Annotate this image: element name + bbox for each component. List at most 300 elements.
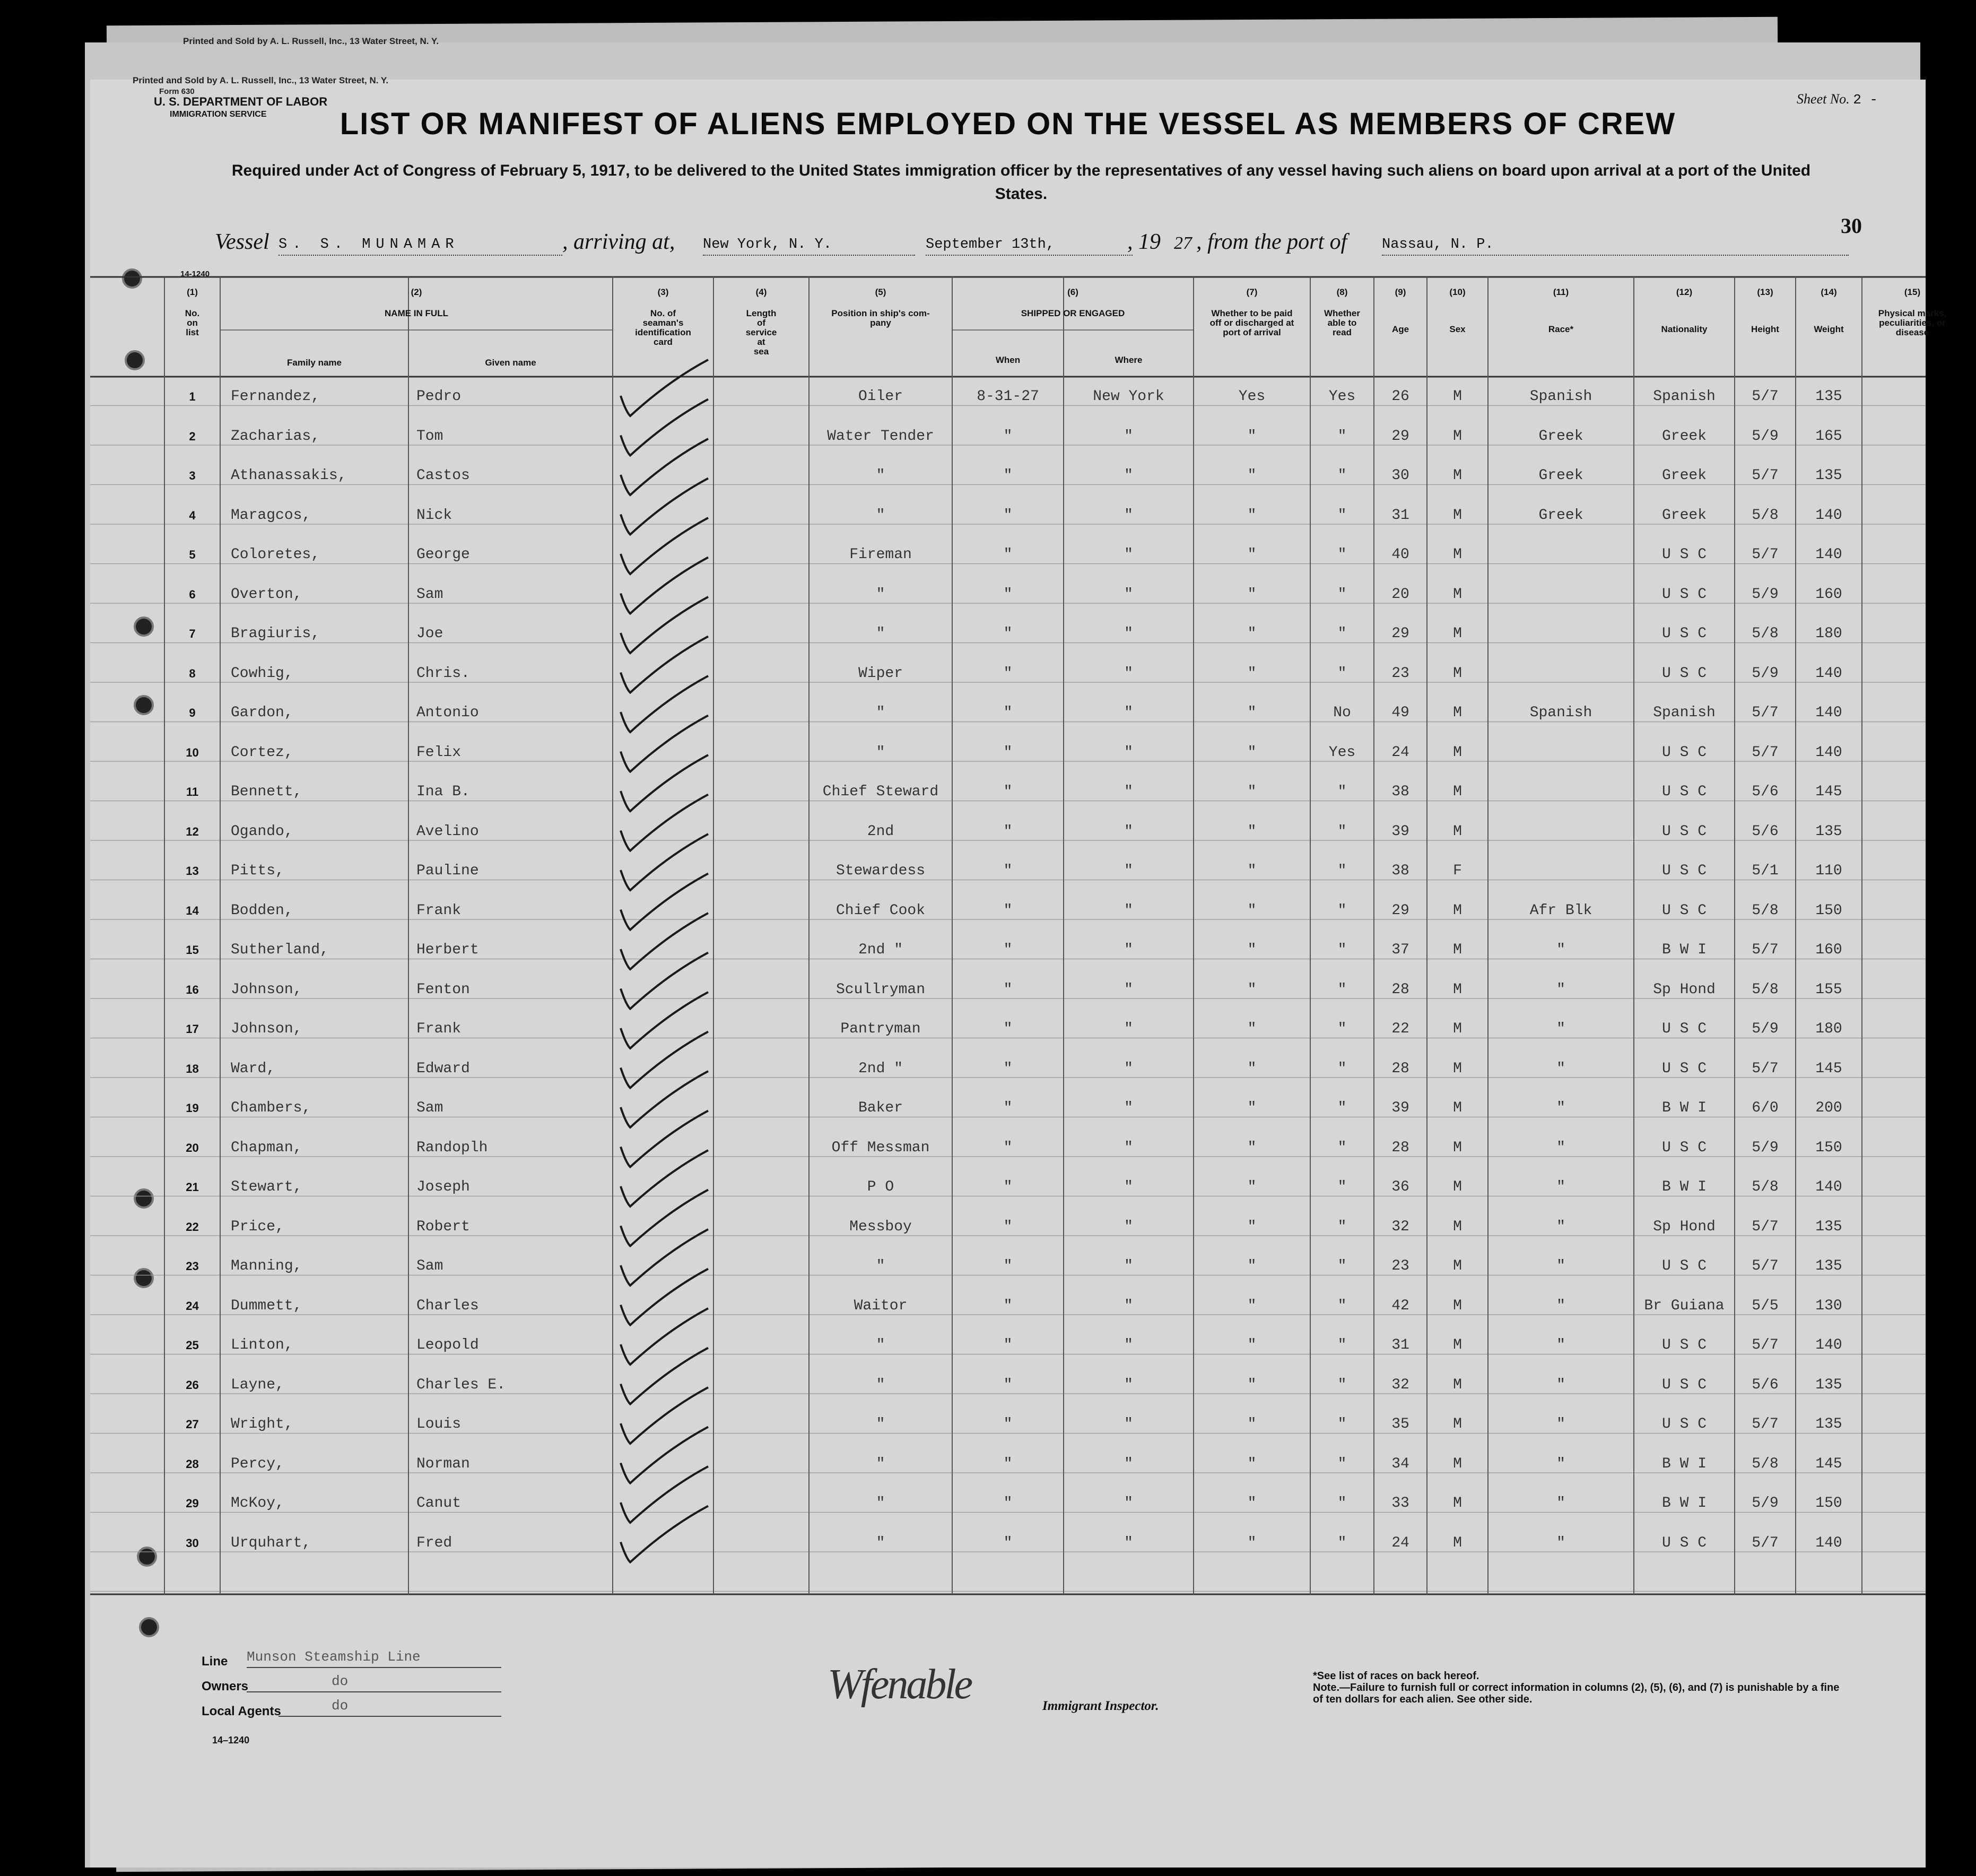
weight: 140	[1815, 1534, 1842, 1551]
header-id-card: No. of seaman's identification card	[635, 308, 691, 347]
header-able-to-read: Whether able to read	[1324, 308, 1360, 337]
shipped-where: "	[1124, 1455, 1133, 1472]
paid-off: "	[1247, 863, 1257, 879]
age: 38	[1391, 784, 1409, 800]
vessel-value: S. S. MUNAMAR	[278, 237, 562, 256]
race: "	[1556, 1218, 1565, 1235]
shipped-when: 8-31-27	[977, 388, 1039, 405]
given-name: Joseph	[416, 1179, 470, 1195]
sex: M	[1453, 744, 1462, 761]
age: 42	[1391, 1297, 1409, 1314]
height: 5/7	[1752, 546, 1779, 563]
paid-off: Yes	[1238, 388, 1266, 405]
given-name: Avelino	[416, 823, 479, 840]
date-value: September 13th,	[926, 237, 1133, 256]
sex: M	[1453, 1218, 1462, 1235]
position: Off Messman	[831, 1139, 930, 1156]
sex: M	[1453, 1416, 1462, 1432]
given-name: Frank	[416, 1021, 462, 1037]
weight: 135	[1815, 388, 1842, 405]
height: 5/8	[1752, 1179, 1779, 1195]
age: 36	[1391, 1179, 1409, 1195]
paid-off: "	[1247, 1021, 1257, 1037]
header-physical-marks: Physical marks, peculiarities, or disease	[1878, 308, 1947, 337]
able-to-read: "	[1337, 1455, 1347, 1472]
race	[1488, 584, 1634, 605]
age: 49	[1391, 705, 1409, 721]
sex: M	[1453, 665, 1462, 682]
race: "	[1556, 1060, 1565, 1077]
penalty-note: Note.—Failure to furnish full or correct information in columns (2), (5), (6), and (7) is punishable by a fine of ten dollars for each alien. See other side.	[1313, 1682, 1840, 1705]
height: 5/7	[1752, 1534, 1779, 1551]
given-name: George	[416, 546, 470, 563]
paid-off: "	[1247, 1100, 1257, 1116]
position: Stewardess	[835, 863, 926, 879]
form-number: Form 630	[159, 87, 195, 96]
weight: 180	[1815, 1021, 1842, 1037]
manifest-page	[90, 75, 1947, 1868]
list-number: 16	[186, 983, 199, 996]
able-to-read: "	[1337, 586, 1347, 603]
race: "	[1556, 1534, 1565, 1551]
able-to-read: Yes	[1328, 744, 1356, 761]
able-to-read: No	[1333, 705, 1351, 721]
position: "	[876, 744, 885, 761]
nationality: U S C	[1661, 665, 1707, 682]
weight: 165	[1815, 428, 1842, 445]
page-number: 30	[1841, 214, 1862, 238]
height: 5/6	[1752, 1376, 1779, 1393]
family-name: Urquhart,	[231, 1534, 311, 1551]
line-label: Line	[202, 1654, 228, 1669]
shipped-where: "	[1124, 784, 1133, 800]
paid-off: "	[1247, 981, 1257, 998]
nationality: U S C	[1661, 823, 1707, 840]
nationality: U S C	[1661, 863, 1707, 879]
age: 24	[1391, 744, 1409, 761]
page-title: LIST OR MANIFEST OF ALIENS EMPLOYED ON THE VESSEL AS MEMBERS OF CREW	[340, 107, 1676, 141]
age: 33	[1391, 1495, 1409, 1512]
list-number: 20	[186, 1141, 199, 1154]
sex: M	[1453, 1100, 1462, 1116]
list-number: 3	[189, 469, 196, 482]
sex: M	[1453, 1021, 1462, 1037]
given-name: Frank	[416, 902, 462, 919]
weight: 140	[1815, 1337, 1842, 1353]
header-race: Race*	[1548, 324, 1574, 334]
family-name: Manning,	[231, 1258, 302, 1274]
weight: 110	[1815, 863, 1842, 879]
shipped-when: "	[1003, 784, 1013, 800]
given-name: Randoplh	[416, 1139, 488, 1156]
sex: M	[1453, 705, 1462, 721]
position: "	[876, 586, 885, 603]
header-where: Where	[1115, 355, 1143, 365]
shipped-when: "	[1003, 902, 1013, 919]
position: Scullryman	[835, 981, 926, 998]
nationality: B W I	[1661, 1179, 1707, 1195]
given-name: Joe	[416, 626, 443, 642]
paid-off: "	[1247, 942, 1257, 958]
weight: 150	[1815, 1139, 1842, 1156]
sex: M	[1453, 546, 1462, 563]
height: 5/7	[1752, 1060, 1779, 1077]
position: Chief Cook	[835, 902, 926, 919]
sex: M	[1453, 626, 1462, 642]
height: 5/1	[1752, 863, 1779, 879]
age: 20	[1391, 586, 1409, 603]
nationality: B W I	[1661, 942, 1707, 958]
nationality: U S C	[1661, 1534, 1707, 1551]
shipped-when: "	[1003, 1218, 1013, 1235]
sex: M	[1453, 902, 1462, 919]
race: "	[1556, 1100, 1565, 1116]
shipped-when: "	[1003, 1139, 1013, 1156]
from-value: Nassau, N. P.	[1382, 237, 1849, 256]
shipped-when: "	[1003, 428, 1013, 445]
list-number: 26	[186, 1378, 199, 1392]
paid-off: "	[1247, 1139, 1257, 1156]
shipped-when: "	[1003, 1021, 1013, 1037]
header-shipped-engaged: SHIPPED OR ENGAGED	[1021, 308, 1125, 318]
age: 28	[1391, 981, 1409, 998]
given-name: Louis	[416, 1416, 462, 1432]
header-paid-off-number: (7)	[1246, 287, 1258, 297]
shipped-when: "	[1003, 546, 1013, 563]
race	[1488, 623, 1634, 645]
paid-off: "	[1247, 1218, 1257, 1235]
given-name: Ina B.	[416, 784, 470, 800]
age: 31	[1391, 1337, 1409, 1353]
shipped-where: "	[1124, 981, 1133, 998]
sex: M	[1453, 823, 1462, 840]
shipped-when: "	[1003, 1416, 1013, 1432]
shipped-when: "	[1003, 705, 1013, 721]
height: 5/8	[1752, 507, 1779, 524]
paid-off: "	[1247, 586, 1257, 603]
paid-off: "	[1247, 1495, 1257, 1512]
header-race-number: (11)	[1553, 287, 1569, 297]
shipped-when: "	[1003, 1179, 1013, 1195]
age: 23	[1391, 1258, 1409, 1274]
race	[1488, 663, 1634, 684]
paid-off: "	[1247, 1534, 1257, 1551]
line-value: Munson Steamship Line	[247, 1649, 501, 1668]
header-paid-off: Whether to be paid off or discharged at port of arrival	[1209, 308, 1294, 337]
given-name: Sam	[416, 1258, 443, 1274]
weight: 180	[1815, 626, 1842, 642]
age: 31	[1391, 507, 1409, 524]
sex: M	[1453, 1179, 1462, 1195]
weight: 150	[1815, 1495, 1842, 1512]
header-sex-number: (10)	[1449, 287, 1466, 297]
page-subtitle: Required under Act of Congress of February 5, 1917, to be delivered to the United States immigration officer by the representatives of any vessel having such aliens on board upon arrival at a port of the United States.	[231, 162, 1811, 203]
able-to-read: "	[1337, 546, 1347, 563]
height: 5/7	[1752, 1416, 1779, 1432]
shipped-when: "	[1003, 1495, 1013, 1512]
given-name: Sam	[416, 586, 443, 603]
height: 5/9	[1752, 1139, 1779, 1156]
height: 5/7	[1752, 1258, 1779, 1274]
race	[1488, 821, 1634, 843]
position: Chief Steward	[822, 784, 939, 800]
list-number: 13	[186, 864, 199, 878]
race: "	[1556, 1376, 1565, 1393]
sex: M	[1453, 1258, 1462, 1274]
nationality: Greek	[1661, 507, 1707, 524]
family-name: McKoy,	[231, 1495, 284, 1512]
shipped-when: "	[1003, 467, 1013, 484]
list-number: 22	[186, 1220, 199, 1234]
header-height: Height	[1751, 324, 1779, 334]
shipped-where: "	[1124, 902, 1133, 919]
race: Greek	[1538, 507, 1583, 524]
age: 39	[1391, 823, 1409, 840]
race: "	[1556, 1495, 1565, 1512]
race: "	[1556, 1416, 1565, 1432]
sex: M	[1453, 586, 1462, 603]
service-name: IMMIGRATION SERVICE	[170, 110, 267, 119]
list-number: 5	[189, 548, 196, 561]
race	[1488, 781, 1634, 803]
shipped-where: "	[1124, 1060, 1133, 1077]
shipped-where: "	[1124, 1021, 1133, 1037]
family-name: Linton,	[231, 1337, 293, 1353]
shipped-where: "	[1124, 1337, 1133, 1353]
inspector-label: Immigrant Inspector.	[1042, 1699, 1159, 1713]
height: 5/7	[1752, 467, 1779, 484]
shipped-when: "	[1003, 1455, 1013, 1472]
shipped-where: "	[1124, 507, 1133, 524]
age: 39	[1391, 1100, 1409, 1116]
height: 5/9	[1752, 428, 1779, 445]
shipped-where: "	[1124, 942, 1133, 958]
height: 5/9	[1752, 665, 1779, 682]
shipped-when: "	[1003, 863, 1013, 879]
shipped-where: "	[1124, 1416, 1133, 1432]
shipped-where: "	[1124, 428, 1133, 445]
height: 5/6	[1752, 784, 1779, 800]
race: Spanish	[1529, 388, 1592, 405]
list-number: 18	[186, 1062, 199, 1075]
age: 28	[1391, 1060, 1409, 1077]
able-to-read: "	[1337, 1495, 1347, 1512]
paid-off: "	[1247, 546, 1257, 563]
race: "	[1556, 1455, 1565, 1472]
race: "	[1556, 1297, 1565, 1314]
sex: M	[1453, 1495, 1462, 1512]
race	[1488, 861, 1634, 882]
family-name: Ward,	[231, 1060, 276, 1077]
shipped-where: "	[1124, 1376, 1133, 1393]
list-number: 12	[186, 824, 199, 838]
race: "	[1556, 942, 1565, 958]
shipped-when: "	[1003, 1337, 1013, 1353]
position: Waitor	[854, 1297, 908, 1314]
weight: 135	[1815, 1376, 1842, 1393]
position: 2nd	[867, 823, 894, 840]
nationality: B W I	[1661, 1100, 1707, 1116]
weight: 135	[1815, 1416, 1842, 1432]
shipped-where: New York	[1093, 388, 1164, 405]
family-name: Stewart,	[231, 1179, 302, 1195]
able-to-read: "	[1337, 1179, 1347, 1195]
position: P O	[867, 1179, 894, 1195]
owners-label: Owners	[202, 1679, 249, 1693]
list-number: 23	[186, 1260, 199, 1273]
able-to-read: "	[1337, 626, 1347, 642]
given-name: Robert	[416, 1218, 470, 1235]
header-nationality: Nationality	[1661, 324, 1708, 334]
given-name: Charles E.	[416, 1376, 506, 1393]
weight: 160	[1815, 942, 1842, 958]
height: 5/8	[1752, 902, 1779, 919]
weight: 160	[1815, 586, 1842, 603]
able-to-read: "	[1337, 1337, 1347, 1353]
able-to-read: "	[1337, 1100, 1347, 1116]
shipped-where: "	[1124, 626, 1133, 642]
height: 5/7	[1752, 1218, 1779, 1235]
printer-imprint: Printed and Sold by A. L. Russell, Inc., 13 Water Street, N. Y.	[133, 75, 389, 85]
header-length-of-service: Length of service at sea	[745, 308, 777, 357]
sex: M	[1453, 388, 1462, 405]
shipped-where: "	[1124, 467, 1133, 484]
given-name: Canut	[416, 1495, 462, 1512]
nationality: Br Guiana	[1644, 1297, 1725, 1314]
shipped-where: "	[1124, 823, 1133, 840]
nationality: U S C	[1661, 546, 1707, 563]
position: Messboy	[849, 1218, 912, 1235]
position: Wiper	[858, 665, 903, 682]
height: 5/7	[1752, 1337, 1779, 1353]
header-physical-marks-number: (15)	[1904, 287, 1921, 297]
nationality: Spanish	[1653, 705, 1716, 721]
race: Spanish	[1529, 705, 1592, 721]
paid-off: "	[1247, 902, 1257, 919]
header-height-number: (13)	[1757, 287, 1773, 297]
age: 40	[1391, 546, 1409, 563]
department-name: U. S. DEPARTMENT OF LABOR	[154, 95, 328, 108]
list-number: 17	[186, 1022, 199, 1036]
header-given-name: Given name	[485, 358, 536, 368]
able-to-read: "	[1337, 467, 1347, 484]
age: 29	[1391, 902, 1409, 919]
weight: 140	[1815, 507, 1842, 524]
list-number: 25	[186, 1339, 199, 1352]
header-family-name: Family name	[287, 358, 342, 368]
header-weight-number: (14)	[1821, 287, 1837, 297]
sex: M	[1453, 428, 1462, 445]
height: 5/8	[1752, 981, 1779, 998]
family-name: Gardon,	[231, 705, 293, 721]
vessel-label: Vessel	[215, 230, 269, 254]
list-number: 9	[189, 706, 196, 719]
able-to-read: "	[1337, 823, 1347, 840]
weight: 150	[1815, 902, 1842, 919]
paid-off: "	[1247, 428, 1257, 445]
sex: M	[1453, 1455, 1462, 1472]
nationality: U S C	[1661, 1337, 1707, 1353]
race: "	[1556, 1139, 1565, 1156]
family-name: Coloretes,	[231, 546, 320, 563]
weight: 135	[1815, 1218, 1842, 1235]
races-note: *See list of races on back hereof.	[1313, 1670, 1479, 1682]
nationality: U S C	[1661, 1021, 1707, 1037]
list-number: 4	[189, 508, 196, 522]
paid-off: "	[1247, 705, 1257, 721]
from-label: , from the port of	[1196, 230, 1347, 254]
shipped-when: "	[1003, 981, 1013, 998]
family-name: Johnson,	[231, 1021, 302, 1037]
able-to-read: "	[1337, 428, 1347, 445]
paid-off: "	[1247, 1258, 1257, 1274]
list-number: 15	[186, 943, 199, 957]
race: "	[1556, 1179, 1565, 1195]
height: 5/9	[1752, 1495, 1779, 1512]
header-sex: Sex	[1449, 324, 1466, 334]
weight: 145	[1815, 1455, 1842, 1472]
position: Pantryman	[840, 1021, 921, 1037]
height: 6/0	[1752, 1100, 1779, 1116]
shipped-when: "	[1003, 1534, 1013, 1551]
form-code: 14–1240	[212, 1735, 250, 1745]
shipped-when: "	[1003, 1060, 1013, 1077]
position: "	[876, 1534, 885, 1551]
shipped-where: "	[1124, 586, 1133, 603]
paid-off: "	[1247, 1416, 1257, 1432]
nationality: Sp Hond	[1653, 981, 1716, 998]
able-to-read: "	[1337, 902, 1347, 919]
position: "	[876, 1376, 885, 1393]
given-name: Nick	[416, 507, 452, 524]
height: 5/9	[1752, 1021, 1779, 1037]
nationality: Greek	[1661, 467, 1707, 484]
nationality: U S C	[1661, 1060, 1707, 1077]
paid-off: "	[1247, 823, 1257, 840]
shipped-when: "	[1003, 1100, 1013, 1116]
given-name: Tom	[416, 428, 443, 445]
table-grid	[90, 80, 1926, 1868]
sheet-label: Sheet No.	[1797, 91, 1850, 107]
family-name: Chambers,	[231, 1100, 311, 1116]
sex: M	[1453, 507, 1462, 524]
year-label: , 19	[1127, 230, 1161, 254]
family-name: Wright,	[231, 1416, 293, 1432]
position: "	[876, 467, 885, 484]
position: Oiler	[858, 388, 903, 405]
race	[1488, 544, 1634, 566]
family-name: Price,	[231, 1218, 284, 1235]
height: 5/7	[1752, 942, 1779, 958]
family-name: Dummett,	[231, 1297, 302, 1314]
able-to-read: "	[1337, 1376, 1347, 1393]
family-name: Fernandez,	[231, 388, 320, 405]
family-name: Sutherland,	[231, 942, 329, 958]
height: 5/8	[1752, 1455, 1779, 1472]
given-name: Castos	[416, 467, 470, 484]
able-to-read: "	[1337, 507, 1347, 524]
agents-label: Local Agents	[202, 1704, 281, 1718]
age: 23	[1391, 665, 1409, 682]
shipped-when: "	[1003, 626, 1013, 642]
list-number: 2	[189, 429, 196, 443]
weight: 135	[1815, 823, 1842, 840]
height: 5/5	[1752, 1297, 1779, 1314]
height: 5/6	[1752, 823, 1779, 840]
family-name: Maragcos,	[231, 507, 311, 524]
check-mark	[621, 1506, 708, 1562]
position: "	[876, 1416, 885, 1432]
